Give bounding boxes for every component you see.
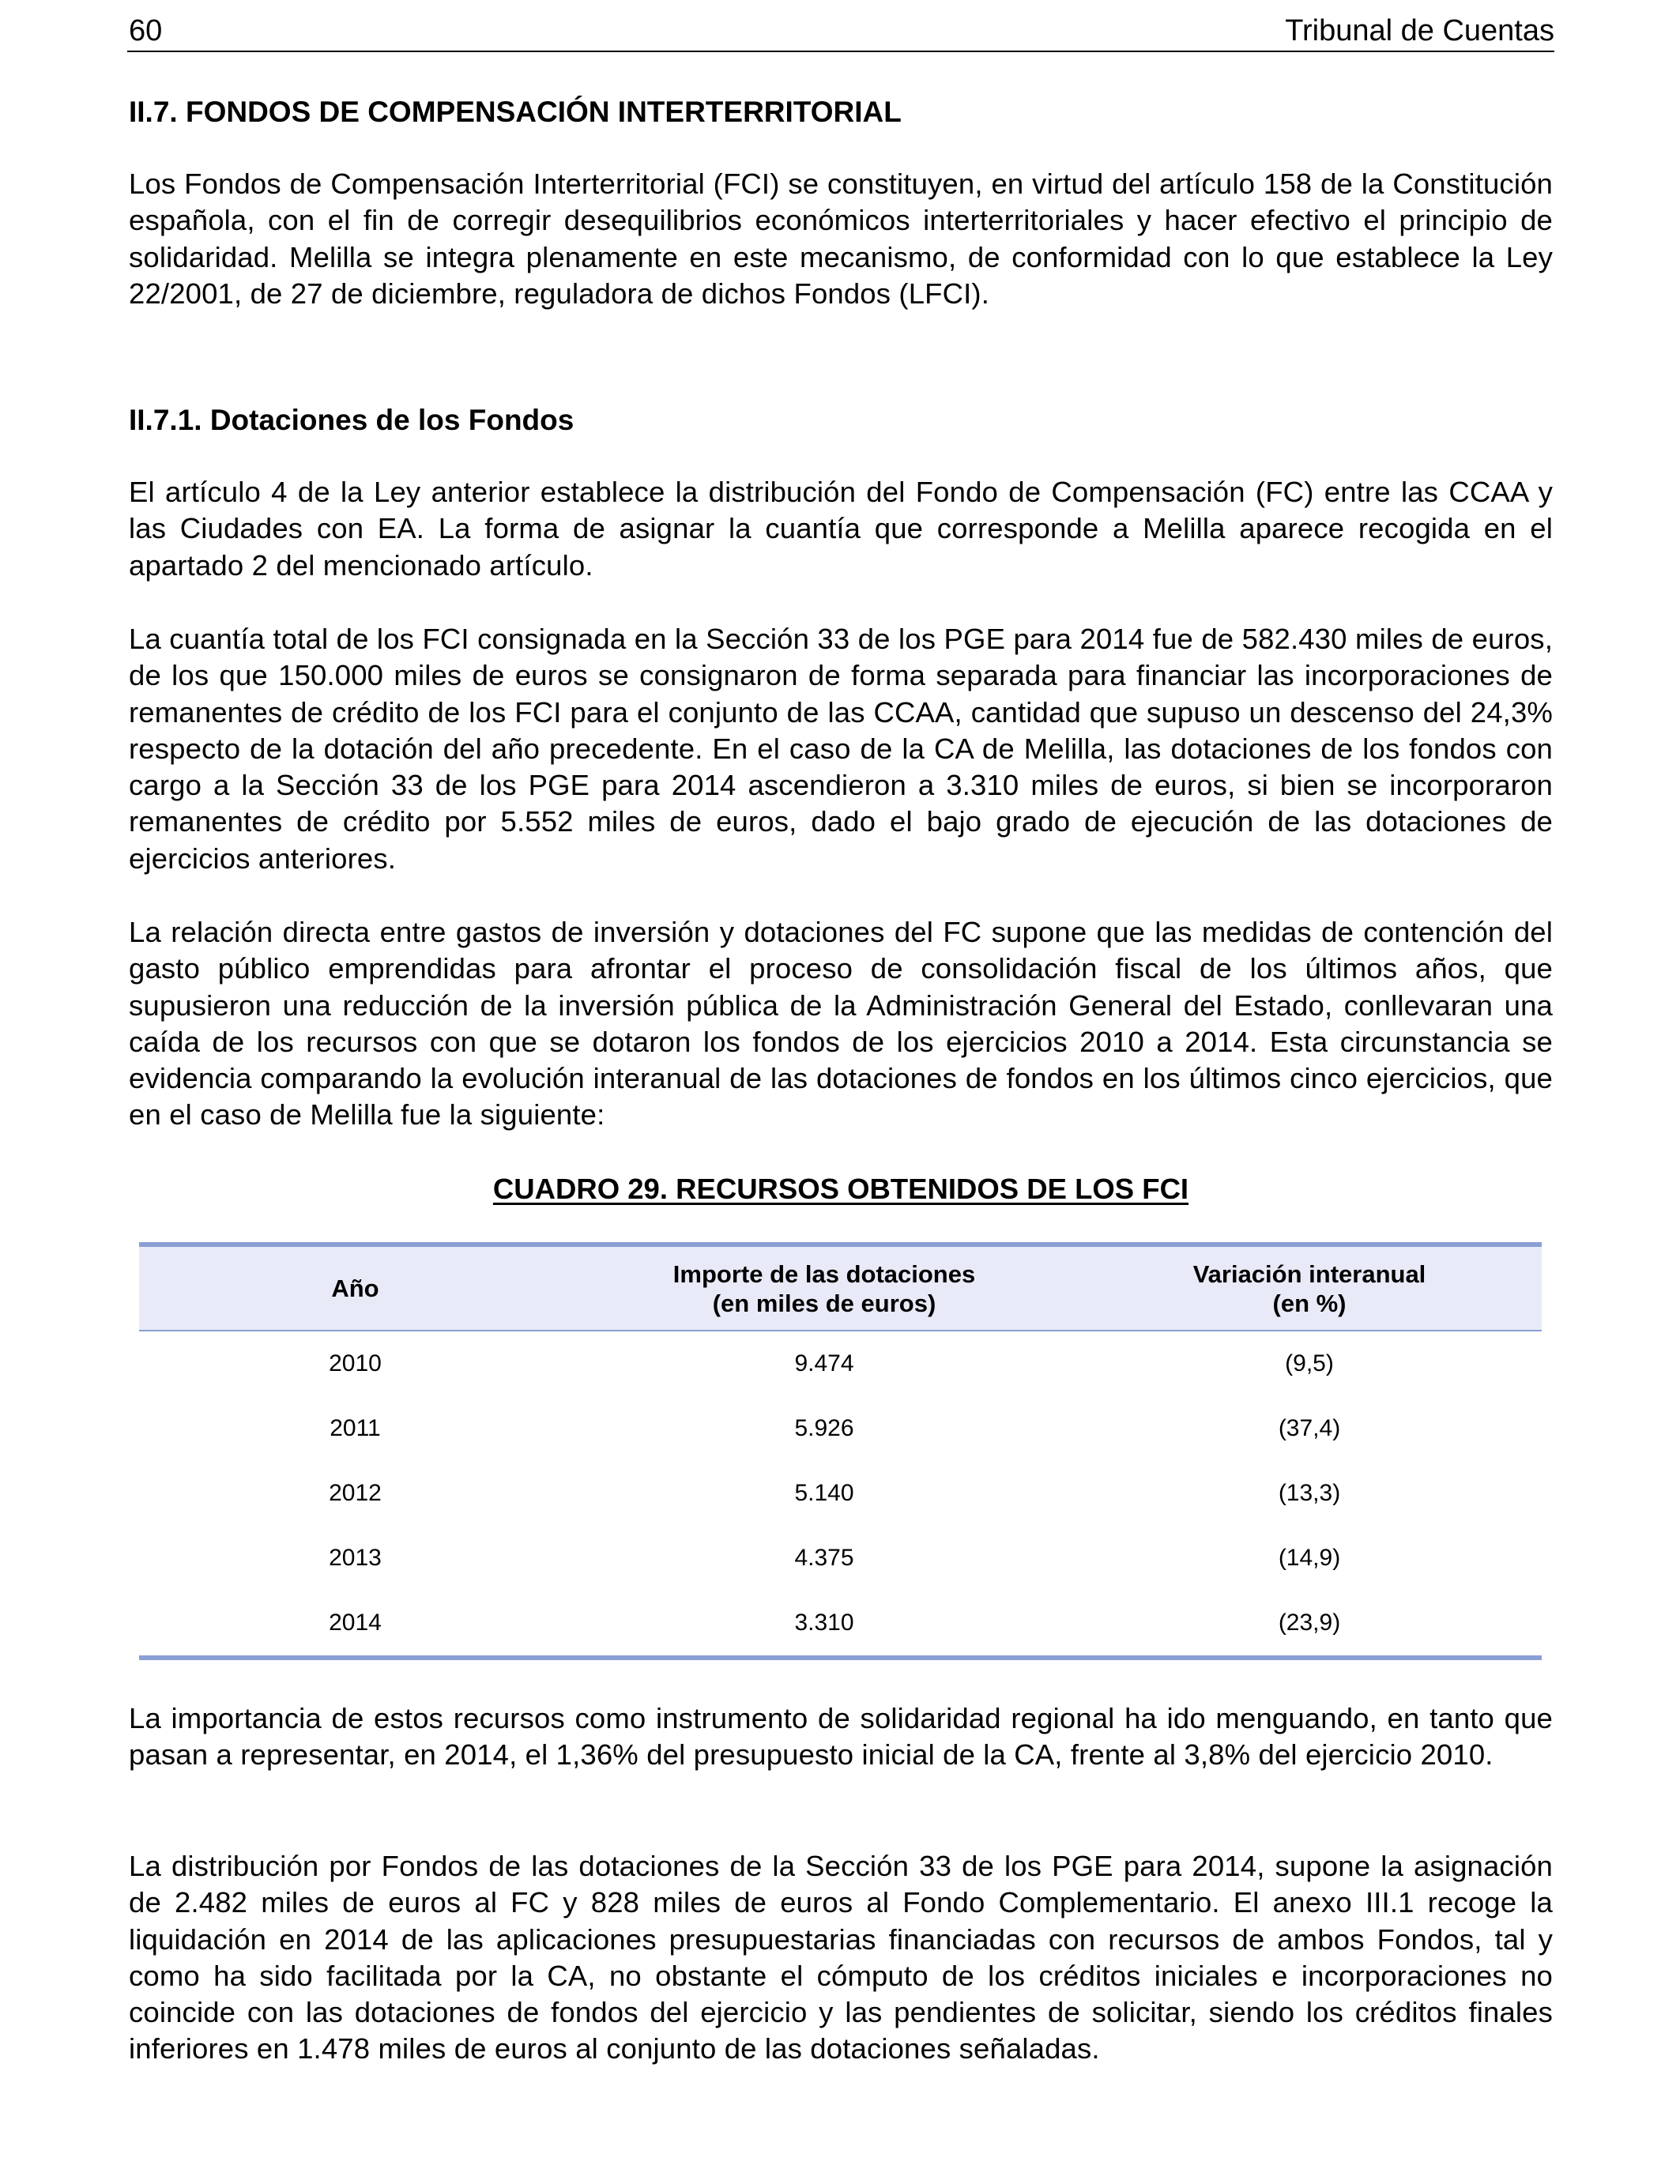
publisher-name: Tribunal de Cuentas — [1285, 14, 1554, 47]
cell-year: 2012 — [329, 1480, 382, 1506]
paragraph: La distribución por Fondos de las dotaciones de la Sección 33 de los PGE para 2014, supone la asignación de 2.482 miles de euros al FC y 828 miles de euros al Fondo Complementario. El anexo III.1 recoge la liquidación en 2014 de las aplicaciones presupuestarias financiadas con recursos de ambos Fondos, tal y como ha sido facilitada por la CA, no obstante el cómputo de los créditos iniciales e incorporaciones no coincide con las dotaciones de fondos del ejercicio y las pendientes de solicitar, siendo los créditos finales inferiores en 1.478 miles de euros al conjunto de las dotaciones señaladas. — [129, 1850, 1553, 2065]
table-row — [139, 1396, 1542, 1461]
cell-amount: 3.310 — [571, 1591, 1077, 1658]
subsection-title: II.7.1. Dotaciones de los Fondos — [129, 404, 574, 436]
table-caption-text: CUADRO 29. RECURSOS OBTENIDOS DE LOS FCI — [492, 1173, 1189, 1205]
column-header-year: Año — [139, 1245, 571, 1331]
column-header-amount: Importe de las dotaciones (en miles de euros) — [571, 1245, 1077, 1331]
cell-amount: 5.140 — [794, 1480, 854, 1506]
table-row — [139, 1461, 1542, 1526]
table-header-row — [139, 1245, 1542, 1331]
table-row — [139, 1526, 1542, 1591]
paragraph: El artículo 4 de la Ley anterior establece la distribución del Fondo de Compensación (FC) entre las CCAA y las Ciudades con EA. La forma de asignar la cuantía que corresponde a Melilla aparece recogida en el apartado 2 del mencionado artículo. — [129, 476, 1553, 582]
intro-paragraph: Los Fondos de Compensación Interterritorial (FCI) se constituyen, en virtud del artículo 158 de la Constitución española, con el fin de corregir desequilibrios económicos interterritoriales y hacer efectivo el principio de solidaridad. Melilla se integra plenamente en este mecanismo, de conformidad con lo que establece la Ley 22/2001, de 27 de diciembre, reguladora de dichos Fondos (LFCI). — [129, 168, 1553, 310]
cell-variation: (14,9) — [1278, 1545, 1341, 1571]
cell-amount: 5.926 — [794, 1415, 854, 1441]
page-header — [127, 11, 1554, 52]
cell-variation: (13,3) — [1278, 1480, 1341, 1506]
table-caption — [127, 1170, 1554, 1208]
cell-amount: 4.375 — [794, 1545, 854, 1571]
cell-variation: (9,5) — [1285, 1350, 1334, 1376]
paragraph: La relación directa entre gastos de inversión y dotaciones del FC supone que las medidas de contención del gasto público emprendidas para afrontar el proceso de consolidación fiscal de los últimos años, que supusieron una reducción de la inversión pública de la Administración General del Estado, conllevaran una caída de los recursos con que se dotaron los fondos de los ejercicios 2010 a 2014. Esta circunstancia se evidencia comparando la evolución interanual de las dotaciones de fondos en los últimos cinco ejercicios, que en el caso de Melilla fue la siguiente: — [129, 916, 1553, 1132]
page-number: 60 — [129, 14, 163, 47]
cell-year: 2011 — [330, 1415, 381, 1441]
cell-variation: (37,4) — [1278, 1415, 1341, 1441]
resources-table — [139, 1242, 1542, 1660]
cell-year: 2010 — [329, 1350, 382, 1376]
table-row — [139, 1591, 1542, 1658]
table-row — [139, 1331, 1542, 1396]
cell-variation: (23,9) — [1077, 1591, 1542, 1658]
paragraph: La importancia de estos recursos como instrumento de solidaridad regional ha ido menguando, en tanto que pasan a representar, en 2014, el 1,36% del presupuesto inicial de la CA, frente al 3,8% del ejercicio 2010. — [129, 1702, 1553, 1772]
cell-amount: 9.474 — [794, 1350, 854, 1376]
cell-year: 2014 — [139, 1591, 571, 1658]
section-title: II.7. FONDOS DE COMPENSACIÓN INTERTERRITORIAL — [129, 96, 902, 128]
paragraph: La cuantía total de los FCI consignada en la Sección 33 de los PGE para 2014 fue de 582.430 miles de euros, de los que 150.000 miles de euros se consignaron de forma separada para financiar las incorporaciones de remanentes de crédito de los FCI para el conjunto de las CCAA, cantidad que supuso un descenso del 24,3% respecto de la dotación del año precedente. En el caso de la CA de Melilla, las dotaciones de los fondos con cargo a la Sección 33 de los PGE para 2014 ascendieron a 3.310 miles de euros, si bien se incorporaron remanentes de crédito por 5.552 miles de euros, dado el bajo grado de ejecución de las dotaciones de ejercicios anteriores. — [129, 623, 1553, 875]
cell-year: 2013 — [329, 1545, 382, 1571]
column-header-variation: Variación interanual (en %) — [1077, 1245, 1542, 1331]
